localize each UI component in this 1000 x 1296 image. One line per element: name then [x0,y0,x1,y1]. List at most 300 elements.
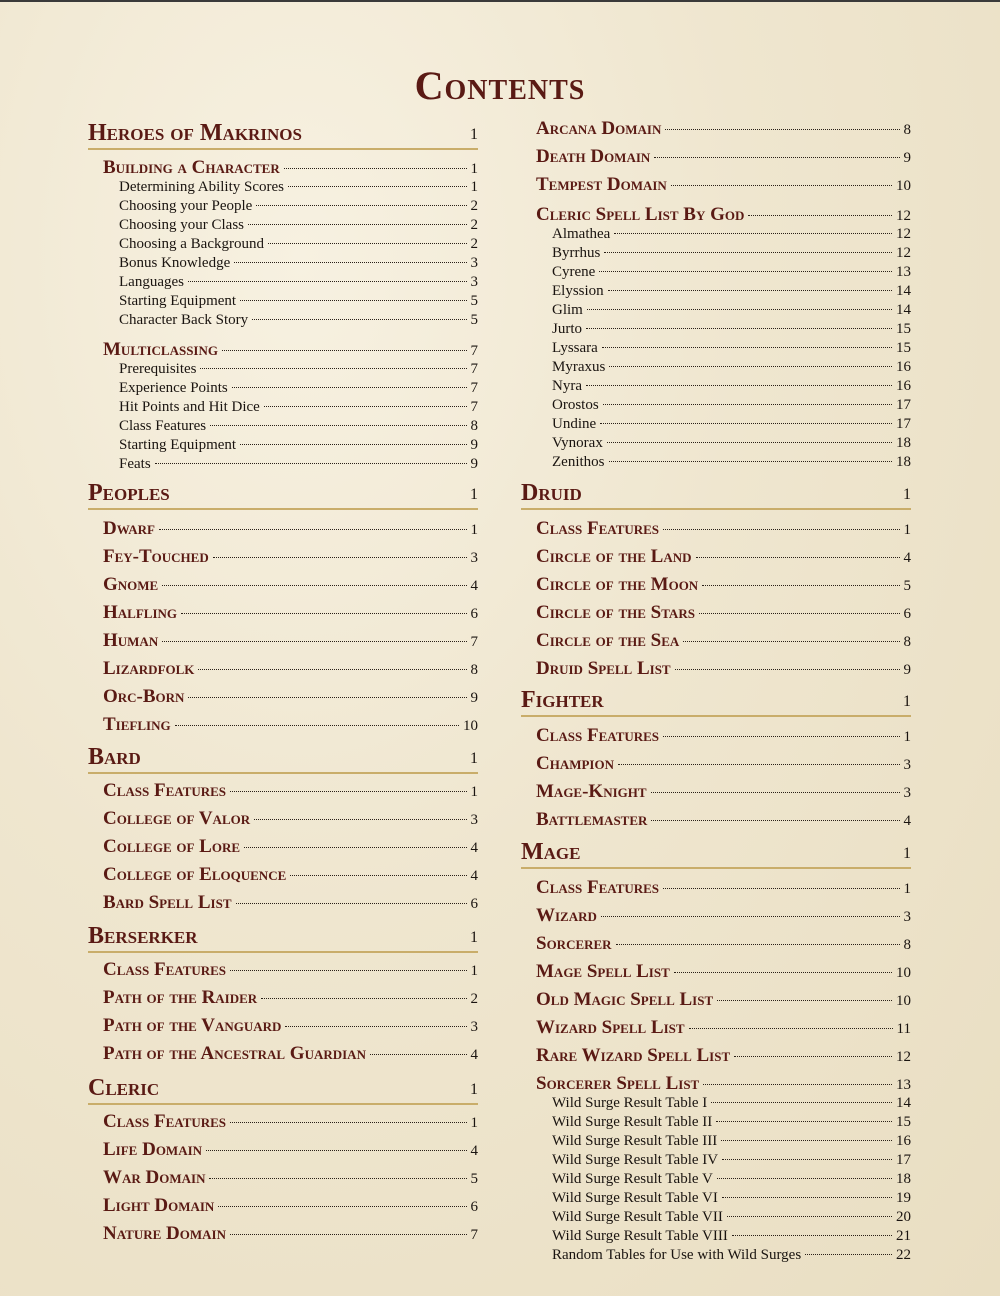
leader-dots [654,157,899,158]
toc-entry[interactable] [521,1114,911,1133]
section-page: 1 [470,486,478,503]
entry-title: Halfling [103,602,178,623]
toc-entry[interactable] [521,435,911,454]
toc-entry[interactable] [88,179,478,198]
entry-page: 8 [903,937,911,953]
toc-entry[interactable] [521,1095,911,1114]
toc-entry[interactable] [88,274,478,293]
entry-page: 5 [470,293,478,309]
leader-dots [230,1234,467,1235]
leader-dots [696,557,900,558]
leader-dots [264,406,467,407]
entry-title: Mage-Knight [536,781,647,802]
entry-page: 7 [470,634,478,650]
leader-dots [244,847,466,848]
toc-entry[interactable] [521,264,911,283]
toc-entry[interactable] [521,283,911,302]
entry-page: 5 [903,578,911,594]
toc-subsection[interactable] [88,574,478,602]
entry-page: 14 [896,302,911,318]
entry-title: Hit Points and Hit Dice [119,399,260,415]
entry-page: 17 [896,397,911,413]
toc-entry[interactable] [521,1247,911,1266]
toc-entry[interactable] [88,399,478,418]
entry-title: Dwarf [103,518,155,539]
entry-page: 18 [896,1171,911,1187]
toc-subsection[interactable] [521,574,911,602]
section-title: Heroes of Makrinos [88,120,302,146]
leader-dots [711,1102,892,1103]
leader-dots [188,697,466,698]
entry-title: Wild Surge Result Table I [552,1095,708,1111]
toc-entry[interactable] [521,340,911,359]
toc-subsection[interactable] [88,864,478,892]
toc-entry[interactable] [521,397,911,416]
toc-subsection[interactable] [88,1043,478,1071]
toc-subsection[interactable] [521,781,911,809]
leader-dots [586,328,892,329]
entry-title: College of Lore [103,836,241,857]
entry-page: 7 [470,361,478,377]
entry-page: 5 [470,312,478,328]
entry-page: 6 [470,1199,478,1215]
entry-page: 3 [470,1019,478,1035]
section-title: Mage [521,839,581,865]
toc-entry[interactable] [521,378,911,397]
leader-dots [734,1056,892,1057]
entry-page: 5 [470,1171,478,1187]
entry-page: 6 [470,896,478,912]
toc-entry[interactable] [88,418,478,437]
toc-subsection[interactable] [521,1017,911,1045]
entry-page: 3 [903,785,911,801]
toc-entry[interactable] [521,1152,911,1171]
toc-block-druid [521,480,911,686]
entry-title: Class Features [103,780,227,801]
section-title: Peoples [88,480,170,506]
entry-page: 13 [896,1077,911,1093]
toc-entry[interactable] [521,359,911,378]
entry-title: Feats [119,456,151,472]
entry-page: 10 [896,178,911,194]
leader-dots [671,185,892,186]
entry-page: 7 [470,343,478,359]
toc-entry[interactable] [88,236,478,255]
leader-dots [703,1084,892,1085]
entry-page: 15 [896,321,911,337]
entry-title: Life Domain [103,1139,203,1160]
entry-title: Orostos [552,397,599,413]
toc-subsection[interactable] [88,1015,478,1043]
toc-entry[interactable] [521,1190,911,1209]
toc-entry[interactable] [88,198,478,217]
entry-page: 15 [896,340,911,356]
page-title: Contents [414,63,586,108]
leader-dots [252,319,466,320]
toc-entry[interactable] [88,293,478,312]
entry-title: Sorcerer Spell List [536,1073,700,1094]
entry-title: Wild Surge Result Table VI [552,1190,718,1206]
leader-dots [689,1028,893,1029]
entry-title: Wild Surge Result Table IV [552,1152,719,1168]
toc-subsection[interactable] [521,961,911,989]
entry-page: 4 [470,840,478,856]
leader-dots [600,423,892,424]
entry-title: Class Features [536,518,660,539]
entry-page: 1 [470,522,478,538]
entry-title: Orc-Born [103,686,185,707]
entry-page: 4 [470,868,478,884]
leader-dots [587,309,892,310]
entry-title: Starting Equipment [119,293,237,309]
entry-page: 10 [896,993,911,1009]
toc-subsection[interactable] [521,753,911,781]
section-title: Druid [521,480,582,506]
entry-page: 8 [903,634,911,650]
leader-dots [206,1150,466,1151]
entry-page: 10 [463,718,478,734]
entry-title: College of Valor [103,808,251,829]
toc-section[interactable] [88,923,478,953]
toc-section[interactable] [88,120,478,150]
entry-title: Circle of the Sea [536,630,680,651]
entry-page: 14 [896,1095,911,1111]
section-page: 1 [903,486,911,503]
entry-page: 4 [903,550,911,566]
entry-title: Choosing a Background [119,236,264,252]
entry-title: Experience Points [119,380,228,396]
toc-subsection[interactable] [88,518,478,546]
leader-dots [618,764,900,765]
toc-subsection[interactable] [88,1223,478,1251]
entry-title: Elyssion [552,283,604,299]
entry-page: 22 [896,1247,911,1263]
leader-dots [599,271,892,272]
section-page: 1 [470,126,478,143]
toc-block-peoples [88,480,478,742]
leader-dots [651,820,899,821]
toc-subsection[interactable] [88,658,478,686]
section-page: 1 [903,845,911,862]
entry-title: Death Domain [536,146,651,167]
leader-dots [230,791,466,792]
toc-entry[interactable] [88,255,478,274]
leader-dots [240,444,466,445]
toc-subsection[interactable] [521,118,911,146]
leader-dots [607,442,892,443]
leader-dots [721,1140,892,1141]
entry-title: Choosing your People [119,198,253,214]
entry-page: 9 [903,662,911,678]
entry-title: Wild Surge Result Table VIII [552,1228,728,1244]
toc-entry[interactable] [521,1171,911,1190]
toc-entry[interactable] [88,217,478,236]
entry-title: Fey-Touched [103,546,209,567]
leader-dots [603,404,892,405]
leader-dots [254,819,466,820]
toc-subsection[interactable] [88,686,478,714]
entry-title: Rare Wizard Spell List [536,1045,731,1066]
entry-title: Arcana Domain [536,118,662,139]
toc-subsection[interactable] [521,1045,911,1073]
entry-page: 7 [470,399,478,415]
toc-subsection[interactable] [521,630,911,658]
toc-subsection[interactable] [521,174,911,202]
entry-page: 11 [896,1021,911,1037]
toc-subsection[interactable] [521,602,911,630]
leader-dots [717,1000,892,1001]
toc-entry[interactable] [521,226,911,245]
toc-subsection[interactable] [88,1167,478,1195]
leader-dots [200,368,466,369]
entry-page: 9 [470,437,478,453]
entry-page: 9 [470,690,478,706]
leader-dots [370,1054,467,1055]
toc-subsection[interactable] [521,905,911,933]
entry-title: Building a Character [103,157,280,178]
toc-subsection[interactable] [88,602,478,630]
entry-title: Circle of the Land [536,546,692,567]
toc-entry[interactable] [88,361,478,380]
toc-entry[interactable] [88,380,478,399]
entry-title: Old Magic Spell List [536,989,714,1010]
toc-entry[interactable] [521,1133,911,1152]
entry-page: 12 [896,226,911,242]
toc-block-cleric [88,1075,478,1251]
entry-page: 3 [470,255,478,271]
toc-entry[interactable] [521,454,911,473]
toc-entry[interactable] [521,302,911,321]
entry-title: Byrrhus [552,245,601,261]
entry-title: Class Features [536,877,660,898]
toc-subsection[interactable] [88,1195,478,1223]
toc-subsection[interactable] [88,959,478,987]
leader-dots [162,585,466,586]
toc-entry[interactable] [521,245,911,264]
entry-page: 1 [470,161,478,177]
entry-page: 4 [470,1143,478,1159]
leader-dots [722,1159,892,1160]
section-page: 1 [470,1081,478,1098]
toc-subsection[interactable] [521,1073,911,1095]
leader-dots [175,725,459,726]
toc-entry[interactable] [521,1209,911,1228]
leader-dots [748,215,892,216]
entry-title: Druid Spell List [536,658,671,679]
leader-dots [248,224,466,225]
section-page: 1 [470,929,478,946]
entry-title: Multiclassing [103,339,218,360]
entry-title: Sorcerer [536,933,612,954]
entry-page: 9 [903,150,911,166]
leader-dots [732,1235,892,1236]
leader-dots [602,347,892,348]
entry-page: 12 [896,245,911,261]
entry-page: 7 [470,380,478,396]
entry-title: Lyssara [552,340,598,356]
leader-dots [663,529,899,530]
entry-title: Circle of the Moon [536,574,699,595]
entry-page: 8 [470,418,478,434]
toc-subsection[interactable] [88,1111,478,1139]
toc-subsection[interactable] [521,933,911,961]
toc-section[interactable] [88,1075,478,1105]
leader-dots [210,425,466,426]
entry-page: 1 [470,963,478,979]
leader-dots [609,366,892,367]
entry-page: 1 [470,179,478,195]
entry-title: Wild Surge Result Table II [552,1114,713,1130]
toc-subsection[interactable] [521,146,911,174]
entry-page: 6 [470,606,478,622]
leader-dots [722,1197,892,1198]
entry-title: Wizard [536,905,597,926]
entry-title: Nature Domain [103,1223,226,1244]
entry-page: 1 [903,729,911,745]
entry-title: Nyra [552,378,582,394]
leader-dots [608,290,892,291]
entry-title: Wild Surge Result Table V [552,1171,713,1187]
entry-page: 1 [470,1115,478,1131]
leader-dots [601,916,900,917]
entry-title: Languages [119,274,184,290]
section-title: Fighter [521,687,604,713]
toc-subsection[interactable] [521,989,911,1017]
toc-entry[interactable] [88,437,478,456]
entry-page: 18 [896,435,911,451]
leader-dots [663,888,899,889]
entry-page: 19 [896,1190,911,1206]
toc-section[interactable] [521,687,911,717]
entry-title: Path of the Vanguard [103,1015,282,1036]
leader-dots [261,998,466,999]
entry-page: 10 [896,965,911,981]
toc-entry[interactable] [88,456,478,475]
toc-subsection[interactable] [88,546,478,574]
leader-dots [663,736,899,737]
entry-page: 3 [470,274,478,290]
entry-page: 3 [470,812,478,828]
entry-page: 6 [903,606,911,622]
toc-subsection[interactable] [88,1139,478,1167]
entry-page: 17 [896,416,911,432]
leader-dots [609,461,893,462]
leader-dots [209,1178,466,1179]
toc-subsection[interactable] [521,725,911,753]
leader-dots [614,233,892,234]
toc-subsection[interactable] [88,808,478,836]
entry-page: 20 [896,1209,911,1225]
toc-subsection[interactable] [88,339,478,361]
toc-subsection[interactable] [88,157,478,179]
toc-entry[interactable] [88,312,478,331]
entry-page: 1 [903,522,911,538]
leader-dots [159,529,467,530]
section-title: Bard [88,744,141,770]
leader-dots [651,792,900,793]
toc-entry[interactable] [521,321,911,340]
toc-subsection[interactable] [88,630,478,658]
leader-dots [234,262,466,263]
toc-subsection[interactable] [88,892,478,920]
toc-subsection[interactable] [521,204,911,226]
leader-dots [717,1178,892,1179]
entry-title: Wild Surge Result Table III [552,1133,718,1149]
leader-dots [213,557,467,558]
toc-block-bard [88,744,478,920]
entry-page: 8 [470,662,478,678]
toc-subsection[interactable] [521,518,911,546]
entry-page: 18 [896,454,911,470]
toc-section[interactable] [88,744,478,774]
entry-title: Vynorax [552,435,603,451]
leader-dots [198,669,466,670]
entry-title: Tiefling [103,714,171,735]
entry-page: 12 [896,208,911,224]
entry-title: Starting Equipment [119,437,237,453]
toc-subsection[interactable] [521,809,911,837]
entry-title: Prerequisites [119,361,197,377]
toc-section[interactable] [88,480,478,510]
leader-dots [155,463,467,464]
leader-dots [230,1122,466,1123]
toc-section[interactable] [521,839,911,869]
leader-dots [699,613,900,614]
entry-page: 15 [896,1114,911,1130]
toc-subsection[interactable] [88,836,478,864]
leader-dots [675,669,900,670]
toc-subsection[interactable] [521,546,911,574]
entry-page: 16 [896,378,911,394]
section-title: Berserker [88,923,198,949]
toc-subsection[interactable] [88,780,478,808]
entry-page: 3 [903,757,911,773]
entry-title: Cyrene [552,264,596,280]
toc-subsection[interactable] [521,877,911,905]
entry-title: College of Eloquence [103,864,287,885]
toc-entry[interactable] [521,1228,911,1247]
leader-dots [665,129,899,130]
leader-dots [232,387,467,388]
entry-title: Character Back Story [119,312,249,328]
toc-subsection[interactable] [88,987,478,1015]
entry-page: 16 [896,359,911,375]
toc-subsection[interactable] [88,714,478,742]
toc-entry[interactable] [521,416,911,435]
entry-title: Bonus Knowledge [119,255,231,271]
section-page: 1 [903,693,911,710]
leader-dots [586,385,892,386]
entry-title: Wizard Spell List [536,1017,685,1038]
leader-dots [616,944,900,945]
leader-dots [230,970,466,971]
toc-section[interactable] [521,480,911,510]
leader-dots [222,350,467,351]
entry-title: Mage Spell List [536,961,670,982]
leader-dots [162,641,466,642]
entry-page: 4 [903,813,911,829]
entry-title: Wild Surge Result Table VII [552,1209,723,1225]
entry-title: Zenithos [552,454,605,470]
section-title: Cleric [88,1075,160,1101]
entry-page: 2 [470,236,478,252]
entry-page: 3 [903,909,911,925]
entry-title: Myraxus [552,359,606,375]
leader-dots [702,585,899,586]
entry-title: Human [103,630,159,651]
leader-dots [716,1121,892,1122]
toc-subsection[interactable] [521,658,911,686]
